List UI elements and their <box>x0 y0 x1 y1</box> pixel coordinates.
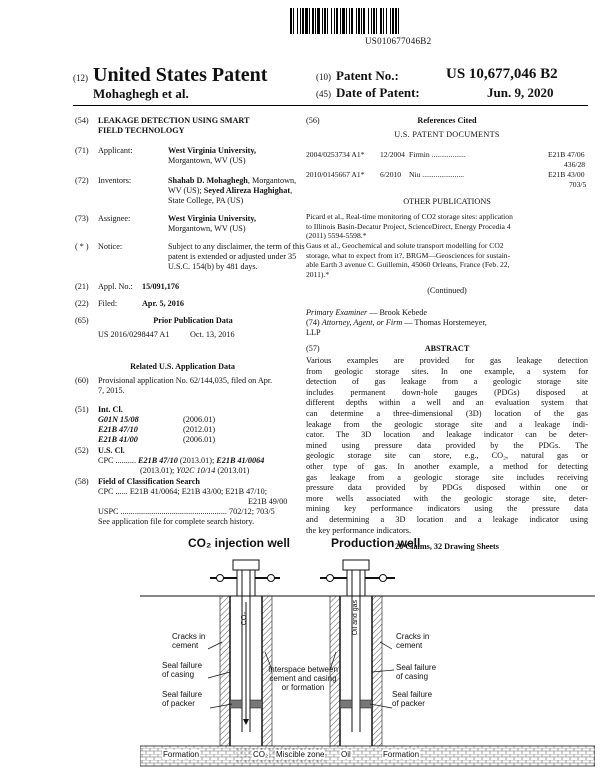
fig-title-injection: CO₂ injection well <box>188 536 291 550</box>
uscl-d: (2013.01); <box>140 466 175 475</box>
related-code: (60) <box>75 376 89 385</box>
attorney-label: Attorney, Agent, or Firm <box>321 318 403 327</box>
wellhead-stem <box>347 570 365 596</box>
label-line: Seal failure <box>396 663 437 672</box>
uscl-f: (2013.01) <box>217 466 250 475</box>
label-line: of packer <box>162 699 195 708</box>
label-line: Cracks in <box>396 632 430 641</box>
inventors-label: Inventors: <box>98 176 132 185</box>
label-line: of casing <box>162 670 195 679</box>
prior-pub: US 2016/0298447 A1 <box>98 330 170 339</box>
usdoc-2-cls2: 703/5 <box>569 180 587 189</box>
valve <box>380 575 387 582</box>
usdoc-1-date: 12/2004 <box>380 150 405 159</box>
invention-title-line1: LEAKAGE DETECTION USING SMART <box>98 116 250 125</box>
uscl-code: (52) <box>75 446 89 455</box>
usdoc-2-cls: E21B 43/00 <box>548 170 585 179</box>
intcl-class-2: E21B 47/10 <box>98 425 138 434</box>
continued: (Continued) <box>427 286 467 295</box>
label-line: Seal failure <box>392 690 433 699</box>
label-tube-oil-gas: Oil and gas <box>352 600 359 636</box>
assignee-code: (73) <box>75 214 89 223</box>
field-line1: CPC ...... E21B 41/0064; E21B 43/00; E21B 47/10; <box>98 487 267 496</box>
usdoc-1-cls2: 436/28 <box>564 160 586 169</box>
label-line: Seal failure <box>162 690 203 699</box>
usdoc-1-cls: E21B 47/06 <box>548 150 585 159</box>
usdoc-2-name: Niu ...................... <box>409 170 465 179</box>
notice-line3: U.S.C. 154(b) by 481 days. <box>168 262 258 271</box>
label-interspace <box>262 665 344 692</box>
field-line2: E21B 49/00 <box>248 497 288 506</box>
publication-number: US010677046B2 <box>365 36 432 46</box>
abstract-line: other type of gas. In another example, a method for detecting <box>306 461 588 471</box>
label-line: or formation <box>281 683 325 692</box>
field-label: Field of Classification Search <box>98 477 200 486</box>
prior-heading: Prior Publication Data <box>153 316 233 325</box>
label-formation-left: Formation <box>163 750 200 759</box>
usdoc-1-no: 2004/0253734 A1* <box>306 150 365 159</box>
barcode-bar <box>399 8 402 34</box>
inventors-line3: State College, PA (US) <box>168 196 244 205</box>
patent-no-code: (10) <box>316 72 331 82</box>
refs-code: (56) <box>306 116 320 125</box>
inventor-short: Mohaghegh et al. <box>93 86 189 101</box>
assignee-location: Morgantown, WV (US) <box>168 224 246 233</box>
primary-examiner <box>306 308 427 318</box>
field-line4: See application file for complete search history. <box>98 517 255 526</box>
other-pub-1-line: (2011) 5594-5598.* <box>306 231 367 241</box>
abstract-line: Various examples are provided for gas leakage detection <box>306 356 588 365</box>
appl-number: 15/091,176 <box>142 282 180 291</box>
other-heading: OTHER PUBLICATIONS <box>403 197 491 206</box>
usdoc-2-date: 6/2010 <box>380 170 402 179</box>
usdoc-2-no: 2010/0145667 A1* <box>306 170 365 179</box>
prior-code: (65) <box>75 316 89 325</box>
abstract-code: (57) <box>306 344 320 353</box>
claims-summary: 20 Claims, 32 Drawing Sheets <box>395 542 499 551</box>
label-line: of casing <box>396 672 429 681</box>
inventor-2: Seyed Alireza Haghighat <box>203 186 291 195</box>
field-code: (58) <box>75 477 89 486</box>
label-line: cement <box>396 641 423 650</box>
intcl-class-3: E21B 41/00 <box>98 435 138 444</box>
label-miscible: Miscible zone <box>276 750 325 759</box>
inventor-1-state: WV (US); <box>168 186 202 195</box>
label-line: Seal failure <box>162 661 203 670</box>
other-pub-1 <box>306 212 513 241</box>
label-seal-casing-left <box>162 661 202 679</box>
abstract-line: leakage from the geologic storage site and a leakage indi- <box>306 419 588 429</box>
label-oil: Oil <box>341 750 351 759</box>
wellhead-stem <box>237 570 255 596</box>
header-rule <box>73 105 588 106</box>
formation-band <box>140 746 595 766</box>
abstract-text <box>306 356 588 536</box>
barcode <box>290 8 518 34</box>
other-pub-2 <box>306 241 510 279</box>
label-cracks-left <box>172 632 205 650</box>
intcl-label: Int. Cl. <box>98 405 123 414</box>
patent-no-label: Patent No.: <box>336 68 399 83</box>
filed-code: (22) <box>75 299 89 308</box>
intcl-ver-3: (2006.01) <box>183 435 216 444</box>
intcl-code: (51) <box>75 405 89 414</box>
appl-code: (21) <box>75 282 89 291</box>
refs-heading: References Cited <box>417 116 477 125</box>
inventor-1-loc: , Morgantown, <box>247 176 297 185</box>
label-cracks-right <box>396 632 429 650</box>
packer-left <box>340 700 352 708</box>
abstract-line: more wells associated with the geologic storage site, deter- <box>306 493 588 503</box>
abstract-line: geologic storage site can store, e.g., CO₂, natural gas or <box>306 451 588 461</box>
uscl-a: E21B 47/10 <box>138 456 178 465</box>
inventors-line2: WV (US); Seyed Alireza Haghighat, <box>168 186 293 195</box>
other-pub-2-line: able Earth 3 avenue C. Guillemin, 45060 Orleans, France (Feb. 22, <box>306 260 510 270</box>
notice-line1: Subject to any disclaimer, the term of this <box>168 242 305 251</box>
filed-date: Apr. 5, 2016 <box>142 299 185 308</box>
uscl-c: E21B 41/0064 <box>216 456 265 465</box>
label-formation-right: Formation <box>383 750 420 759</box>
other-pub-2-line: storage, what to expect from it?, BRGM—Geosciences for sustain- <box>306 250 511 260</box>
notice-code: ( * ) <box>75 242 89 251</box>
abstract-line: mining key performance indicators using the pressure data <box>306 504 588 514</box>
valve <box>217 575 224 582</box>
other-pub-1-line: to Illinois Basin-Decatur Project, ScienceDirect, Energy Procedia 4 <box>306 221 511 231</box>
attorney-name: — Thomas Horstemeyer, <box>402 318 487 327</box>
label-line: cement <box>172 641 199 650</box>
label-line: Cracks in <box>172 632 206 641</box>
uscl-line2 <box>140 466 249 476</box>
appl-label: Appl. No.: <box>98 282 133 291</box>
filed-label: Filed: <box>98 299 118 308</box>
abstract-heading: ABSTRACT <box>424 344 470 353</box>
wellhead-top <box>343 560 369 570</box>
fig-title-production: Production well <box>331 536 421 550</box>
cement-left <box>220 596 230 746</box>
inventors-code: (72) <box>75 176 89 185</box>
abstract-line: gas leakage from a geologic storage site includes receiving <box>306 472 588 482</box>
intcl-ver-1: (2006.01) <box>183 415 216 424</box>
invention-title-line2: FIELD TECHNOLOGY <box>98 126 185 135</box>
usdocs-heading: U.S. PATENT DOCUMENTS <box>394 130 500 139</box>
notice-line2: patent is extended or adjusted under 35 <box>168 252 297 261</box>
patent-date: Jun. 9, 2020 <box>487 85 554 100</box>
production-well <box>320 560 395 746</box>
label-line: of packer <box>392 699 425 708</box>
applicant-code: (71) <box>75 146 89 155</box>
other-pub-2-line: 2011).* <box>306 269 330 279</box>
packer-right <box>250 700 262 708</box>
label-seal-casing-right <box>396 663 436 681</box>
abstract-line: detection of gas leakage from a geologic storage site <box>306 377 588 387</box>
valve <box>327 575 334 582</box>
prior-date: Oct. 13, 2016 <box>190 330 235 339</box>
label-seal-packer-right <box>392 690 432 708</box>
other-pub-1-line: Picard et al., Real-time monitoring of CO2 storage sites: application <box>306 212 513 221</box>
abstract-line: includes permanent down-hole gauges (PDGs) disposed at <box>306 387 588 397</box>
intcl-ver-2: (2012.01) <box>183 425 216 434</box>
related-heading: Related U.S. Application Data <box>130 362 235 371</box>
other-pub-2-line: Gaus et al., Geochemical and solute transport modelling for CO2 <box>306 241 504 250</box>
date-label: Date of Patent: <box>336 85 420 100</box>
label-line: Interspace between <box>268 665 338 674</box>
examiner-label: Primary Examiner <box>306 308 368 317</box>
abstract-line: and determining a 3D location and a leakage indicator using <box>306 514 588 524</box>
abstract-line: pressure data provided by PDGs disposed within one or <box>306 483 588 493</box>
attorney <box>306 318 487 328</box>
abstract-line: the key performance indicators. <box>306 525 412 535</box>
abstract-line: cator. The 3D location and leakage indicator can be deter- <box>306 430 588 440</box>
injection-well <box>210 560 280 746</box>
valve <box>268 575 275 582</box>
related-line2: 7, 2015. <box>98 386 125 395</box>
applicant-label: Applicant: <box>98 146 133 155</box>
inventor-1: Shahab D. Mohaghegh <box>168 176 248 185</box>
wellhead-top <box>233 560 259 570</box>
label-tube-co2: CO₂ <box>241 612 248 626</box>
kind-code: (12) <box>73 73 88 83</box>
intcl-class-1: G01N 15/08 <box>98 415 139 424</box>
notice-label: Notice: <box>98 242 123 251</box>
applicant-location: Morgantown, WV (US) <box>168 156 246 165</box>
assignee-name: West Virginia University, <box>168 214 257 223</box>
label-seal-packer-left <box>162 690 202 708</box>
label-co2: CO₂ <box>253 750 269 759</box>
attorney-line2: LLP <box>306 328 321 337</box>
uscl-e: Y02C 10/14 <box>176 466 216 475</box>
examiner-name: — Brook Kebede <box>367 308 427 317</box>
uscl-cpc: CPC .......... <box>98 456 136 465</box>
front-figure <box>140 532 595 768</box>
uscl-label: U.S. Cl. <box>98 446 125 455</box>
inventors-line1 <box>168 176 296 186</box>
usdoc-1-name: Firmin .................. <box>409 150 466 159</box>
assignee-label: Assignee: <box>98 214 131 223</box>
document-type: United States Patent <box>93 64 268 86</box>
label-line: cement and casing <box>269 674 337 683</box>
field-line3: USPC .................................................... 702/12; 703/5 <box>98 507 275 516</box>
abstract-line: can determine a three-dimensional (3D) location of the gas <box>306 408 588 418</box>
title-code: (54) <box>75 116 89 125</box>
uscl-b: (2013.01); <box>179 456 215 465</box>
date-code: (45) <box>316 89 331 99</box>
patent-number: US 10,677,046 B2 <box>446 66 558 82</box>
applicant-name: West Virginia University, <box>168 146 257 155</box>
uscl-line1 <box>98 456 264 466</box>
abstract-line: from geologic storage sites. In one example, a system for <box>306 366 588 376</box>
abstract-line: different depths within a well and an evaluation system that <box>306 398 588 408</box>
abstract-line: mined using pressure data provided by the PDGs. The <box>306 440 588 450</box>
related-line1: Provisional application No. 62/144,035, filed on Apr. <box>98 376 273 385</box>
attorney-code: (74) <box>306 318 320 327</box>
